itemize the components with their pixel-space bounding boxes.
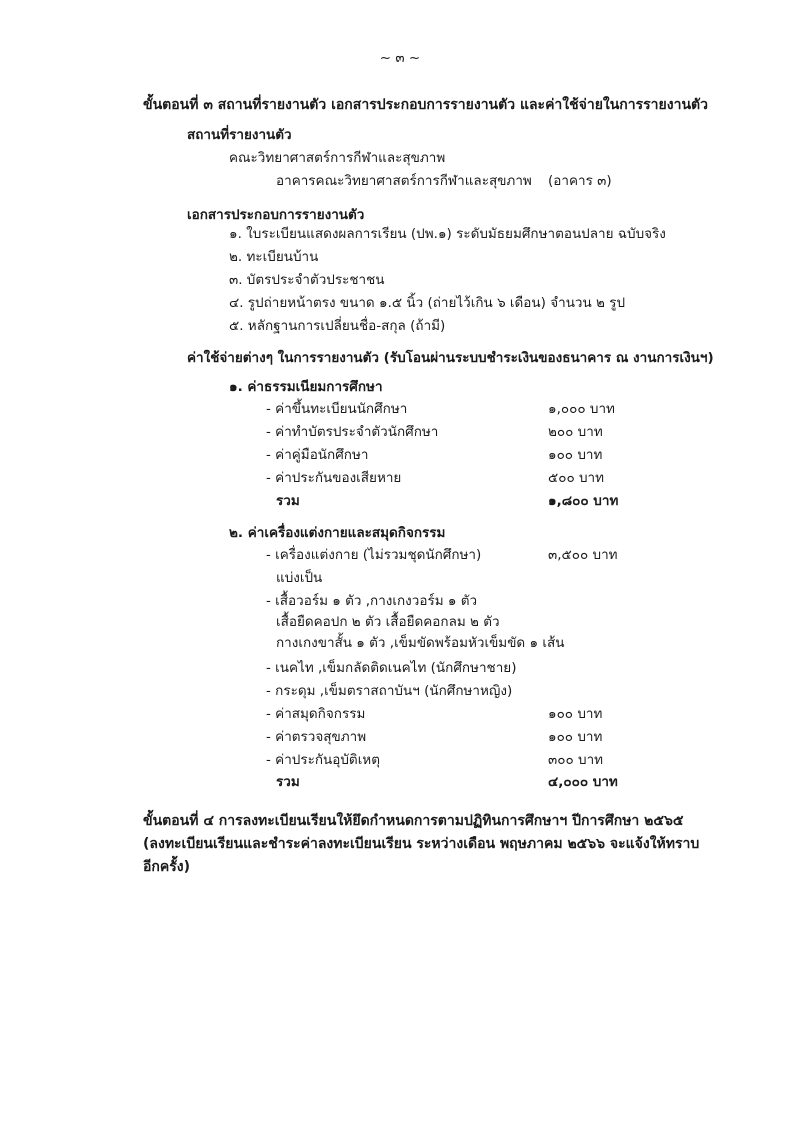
location-building: อาคารคณะวิทยาศาสตร์การกีฬาและสุขภาพ: [276, 173, 532, 189]
document-item: ๑. ใบระเบียนแสดงผลการเรียน (ปพ.๑) ระดับมัธยมศึกษาตอนปลาย ฉบับจริง: [229, 226, 666, 242]
uniform-amount: ๓,๕๐๐ บาท: [548, 547, 618, 563]
fee-item-label: - ค่าประกันของเสียหาย: [266, 470, 402, 486]
fee-item-amount: ๑๐๐ บาท: [548, 447, 603, 463]
fees-total-amount: ๑,๘๐๐ บาท: [548, 493, 619, 509]
documents-heading: เอกสารประกอบการรายงานตัว: [187, 207, 365, 223]
uniform-item-amount: ๓๐๐ บาท: [548, 752, 604, 768]
split-label: แบ่งเป็น: [276, 570, 323, 586]
uniform-set-line: กางเกงขาสั้น ๑ ตัว ,เข็มขัดพร้อมหัวเข็มขัด ๑ เส้น: [276, 635, 565, 651]
expenses-heading: ค่าใช้จ่ายต่างๆ ในการรายงานตัว (รับโอนผ่านระบบชำระเงินของธนาคาร ณ งานการเงินฯ): [187, 350, 714, 366]
female-items: - กระดุม ,เข็มตราสถาบันฯ (นักศึกษาหญิง): [266, 683, 513, 699]
fee-item-amount: ๑,๐๐๐ บาท: [548, 401, 615, 417]
uniform-label: - เครื่องแต่งกาย (ไม่รวมชุดนักศึกษา): [266, 547, 482, 563]
uniform-item-amount: ๑๐๐ บาท: [548, 729, 603, 745]
fees-total-label: รวม: [276, 493, 300, 509]
uniform-item-label: - ค่าประกันอุบัติเหตุ: [266, 752, 380, 768]
uniform-item-label: - ค่าตรวจสุขภาพ: [266, 729, 367, 745]
uniform-set-line: เสื้อยืดคอปก ๒ ตัว เสื้อยืดคอกลม ๒ ตัว: [276, 614, 500, 630]
fee-item-amount: ๕๐๐ บาท: [548, 470, 605, 486]
document-item: ๕. หลักฐานการเปลี่ยนชื่อ-สกุล (ถ้ามี): [229, 318, 446, 334]
uniform-item-amount: ๑๐๐ บาท: [548, 706, 603, 722]
male-items: - เนคไท ,เข็มกลัดติดเนคไท (นักศึกษาชาย): [266, 660, 517, 676]
document-item: ๒. ทะเบียนบ้าน: [229, 249, 319, 265]
location-faculty: คณะวิทยาศาสตร์การกีฬาและสุขภาพ: [229, 150, 446, 166]
uniform-heading: ๒. ค่าเครื่องแต่งกายและสมุดกิจกรรม: [229, 525, 446, 541]
fee-item-label: - ค่าคู่มือนักศึกษา: [266, 447, 369, 463]
step4-line: ขั้นตอนที่ ๔ การลงทะเบียนเรียนให้ยึดกำหนดการตามปฏิทินการศึกษาฯ ปีการศึกษา ๒๕๖๕: [143, 813, 684, 829]
uniform-item-label: - ค่าสมุดกิจกรรม: [266, 706, 366, 722]
location-building-code: (อาคาร ๓): [548, 173, 612, 189]
fee-item-amount: ๒๐๐ บาท: [548, 424, 603, 440]
page-number: ~ ๓ ~: [379, 50, 421, 66]
fee-item-label: - ค่าขึ้นทะเบียนนักศึกษา: [266, 401, 408, 417]
location-heading: สถานที่รายงานตัว: [187, 127, 292, 143]
uniform-total-amount: ๔,๐๐๐ บาท: [548, 774, 618, 790]
step4-line: (ลงทะเบียนเรียนและชำระค่าลงทะเบียนเรียน ระหว่างเดือน พฤษภาคม ๒๕๖๖ จะแจ้งให้ทราบ: [143, 836, 700, 852]
uniform-set-line: - เสื้อวอร์ม ๑ ตัว ,กางเกงวอร์ม ๑ ตัว: [266, 593, 478, 609]
fee-item-label: - ค่าทำบัตรประจำตัวนักศึกษา: [266, 424, 439, 440]
document-item: ๔. รูปถ่ายหน้าตรง ขนาด ๑.๕ นิ้ว (ถ่ายไว้เกิน ๖ เดือน) จำนวน ๒ รูป: [229, 295, 626, 311]
uniform-total-label: รวม: [276, 774, 300, 790]
step3-heading: ขั้นตอนที่ ๓ สถานที่รายงานตัว เอกสารประกอบการรายงานตัว และค่าใช้จ่ายในการรายงานตัว: [143, 97, 708, 113]
fees-heading: ๑. ค่าธรรมเนียมการศึกษา: [229, 379, 383, 395]
document-item: ๓. บัตรประจำตัวประชาชน: [229, 272, 385, 288]
step4-line: อีกครั้ง): [143, 859, 191, 875]
